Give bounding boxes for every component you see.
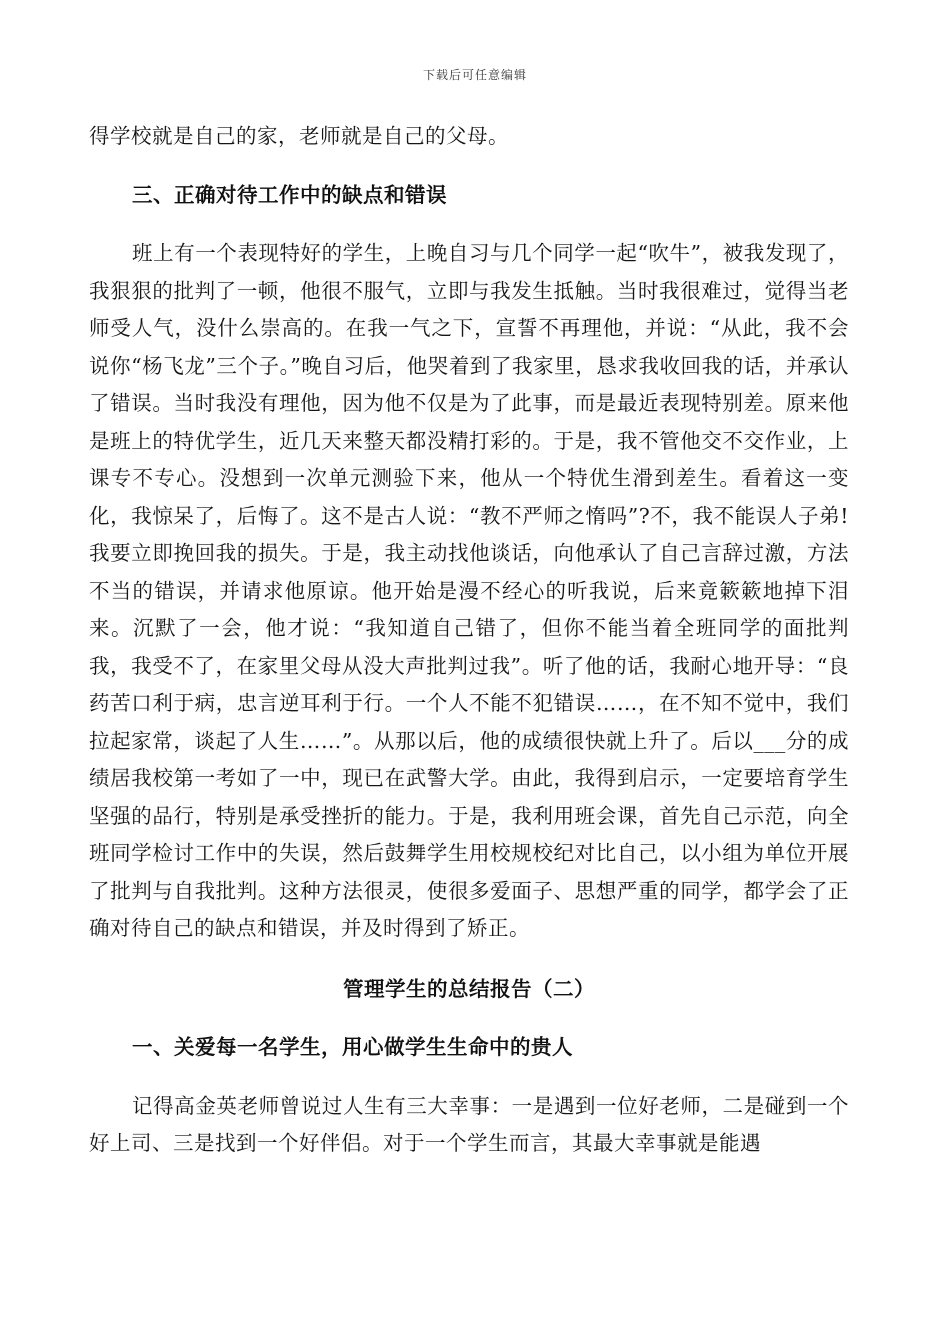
- spacer: [89, 1008, 849, 1029]
- report-title: 管理学生的总结报告（二）: [343, 976, 595, 1001]
- page-header: 下载后可任意编辑: [422, 68, 527, 82]
- paragraph-intro: 记得高金英老师曾说过人生有三大幸事：一是遇到一位好老师，二是碰到一个好上司、三是找到一个好伴侣。对于一个学生而言，其最大幸事就是能遇: [89, 1093, 849, 1155]
- section-heading-1: 一、关爱每一名学生，用心做学生生命中的贵人: [132, 1035, 574, 1059]
- document-body: [89, 118, 849, 1163]
- section-heading-3: 三、正确对待工作中的缺点和错误: [132, 182, 448, 207]
- paragraph-continuation: 得学校就是自己的家，老师就是自己的父母。: [89, 124, 509, 148]
- spacer: [89, 156, 849, 177]
- spacer: [89, 214, 849, 235]
- spacer: [89, 948, 849, 971]
- spacer: [89, 1067, 849, 1088]
- paragraph-story: 班上有一个表现特好的学生，上晚自习与几个同学一起“吹牛”，被我发现了，我狠狠的批判了一顿，他很不服气，立即与我发生抵触。当时我很难过，觉得当老师受人气，没什么崇高的。在我一气之下，宣誓不再理他，并说：“从此，我不会说你“杨飞龙”三个子。”晚自习后，他哭着到了我家里，恳求我收回我的话，并承认了错误。当时我没有理他，因为他不仅是为了此事，而是最近表现特别差。原来他是班上的特优学生，近几天来整天都没精打彩的。于是，我不管他交不交作业，上课专不专心。没想到一次单元测验下来，他从一个特优生滑到差生。看着这一变化，我惊呆了，后悔了。这不是古人说：“教不严师之惰吗”?不，我不能误人子弟!我要立即挽回我的损失。于是，我主动找他谈话，向他承认了自己言辞过激，方法不当的错误，并请求他原谅。他开始是漫不经心的听我说，后来竟簌簌地掉下泪来。沉默了一会，他才说：“我知道自己错了，但你不能当着全班同学的面批判我，我受不了，在家里父母从没大声批判过我”。听了他的话，我耐心地开导：“良药苦口利于病，忠言逆耳利于行。一个人不能不犯错误……，在不知不觉中，我们拉起家常，谈起了人生……”。从那以后，他的成绩很快就上升了。后以___分的成绩居我校第一考如了一中，现已在武警大学。由此，我得到启示，一定要培育学生坚强的品行，特别是承受挫折的能力。于是，我利用班会课，首先自己示范，向全班同学检讨工作中的失误，然后鼓舞学生用校规校纪对比自己，以小组为单位开展了批判与自我批判。这种方法很灵，使很多爱面子、思想严重的同学，都学会了正确对待自己的缺点和错误，并及时得到了矫正。: [89, 241, 849, 940]
